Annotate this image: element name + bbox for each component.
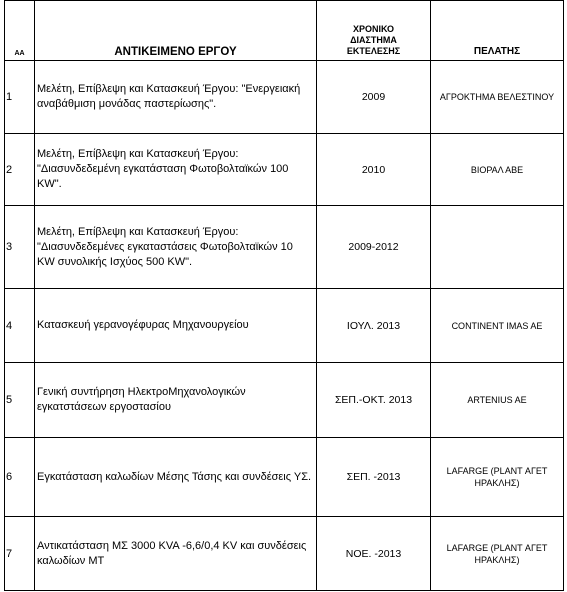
row-object: Γενική συντήρηση ΗλεκτροΜηχανολογικών εγκατστάσεων εργοστασίου xyxy=(35,363,317,438)
header-row xyxy=(5,1,564,61)
row-object: Κατασκευή γερανογέφυρας Μηχανουργείου xyxy=(35,289,317,363)
row-number: 3 xyxy=(5,206,35,289)
table-row xyxy=(5,61,564,134)
row-period: 2010 xyxy=(317,134,431,206)
row-number: 6 xyxy=(5,438,35,517)
row-period: ΙΟΥΛ. 2013 xyxy=(317,289,431,363)
row-client: LAFARGE (PLANT ΑΓΕΤ ΗΡΑΚΛΗΣ) xyxy=(431,438,564,517)
row-number: 5 xyxy=(5,363,35,438)
table-row xyxy=(5,363,564,438)
row-object: Μελέτη, Επίβλεψη και Κατασκευή Έργου: "Ενεργειακή αναβάθμιση μονάδας παστερίωσης". xyxy=(35,61,317,134)
row-object: Μελέτη, Επίβλεψη και Κατασκευή Έργου: "Διασυνδεδεμένες εγκαταστάσεις Φωτοβολταϊκών 10 KW συνολικής Ισχύος 500 KW". xyxy=(35,206,317,289)
table-row xyxy=(5,438,564,517)
row-number: 4 xyxy=(5,289,35,363)
row-period: 2009 xyxy=(317,61,431,134)
row-client: ARTENIUS AE xyxy=(431,363,564,438)
row-client xyxy=(431,206,564,289)
row-period: ΝΟΕ. -2013 xyxy=(317,517,431,591)
row-client: LAFARGE (PLANT ΑΓΕΤ ΗΡΑΚΛΗΣ) xyxy=(431,517,564,591)
header-time-line2: ΔΙΑΣΤΗΜΑ xyxy=(350,35,397,45)
row-client: CONTINENT IMAS AE xyxy=(431,289,564,363)
header-aa: ΑΑ xyxy=(5,1,35,61)
row-object: Εγκατάσταση καλωδίων Μέσης Τάσης και συνδέσεις ΥΣ. xyxy=(35,438,317,517)
row-period: 2009-2012 xyxy=(317,206,431,289)
row-number: 1 xyxy=(5,61,35,134)
row-number: 2 xyxy=(5,134,35,206)
row-object: Αντικατάσταση ΜΣ 3000 KVA -6,6/0,4 KV και συνδέσεις καλωδίων ΜΤ xyxy=(35,517,317,591)
row-client: ΑΓΡΟΚΤΗΜΑ ΒΕΛΕΣΤΙΝΟΥ xyxy=(431,61,564,134)
table-row xyxy=(5,206,564,289)
projects-table xyxy=(4,0,564,591)
header-client: ΠΕΛΑΤΗΣ xyxy=(431,1,564,61)
row-number: 7 xyxy=(5,517,35,591)
header-object: ΑΝΤΙΚΕΙΜΕΝΟ ΕΡΓΟΥ xyxy=(35,1,317,61)
table-row xyxy=(5,289,564,363)
row-client: ΒΙΟΡΑΛ ΑΒΕ xyxy=(431,134,564,206)
header-time-line1: ΧΡΟΝΙΚΟ xyxy=(352,24,395,34)
row-period: ΣΕΠ.-ΟΚΤ. 2013 xyxy=(317,363,431,438)
row-period: ΣΕΠ. -2013 xyxy=(317,438,431,517)
header-time-line3: ΕΚΤΕΛΕΣΗΣ xyxy=(346,46,401,56)
table-row xyxy=(5,134,564,206)
table-row xyxy=(5,517,564,591)
header-time-period xyxy=(317,1,431,61)
row-object: Μελέτη, Επίβλεψη και Κατασκευή Έργου: "Διασυνδεδεμένη εγκατάσταση Φωτοβολταϊκών 100 KW". xyxy=(35,134,317,206)
